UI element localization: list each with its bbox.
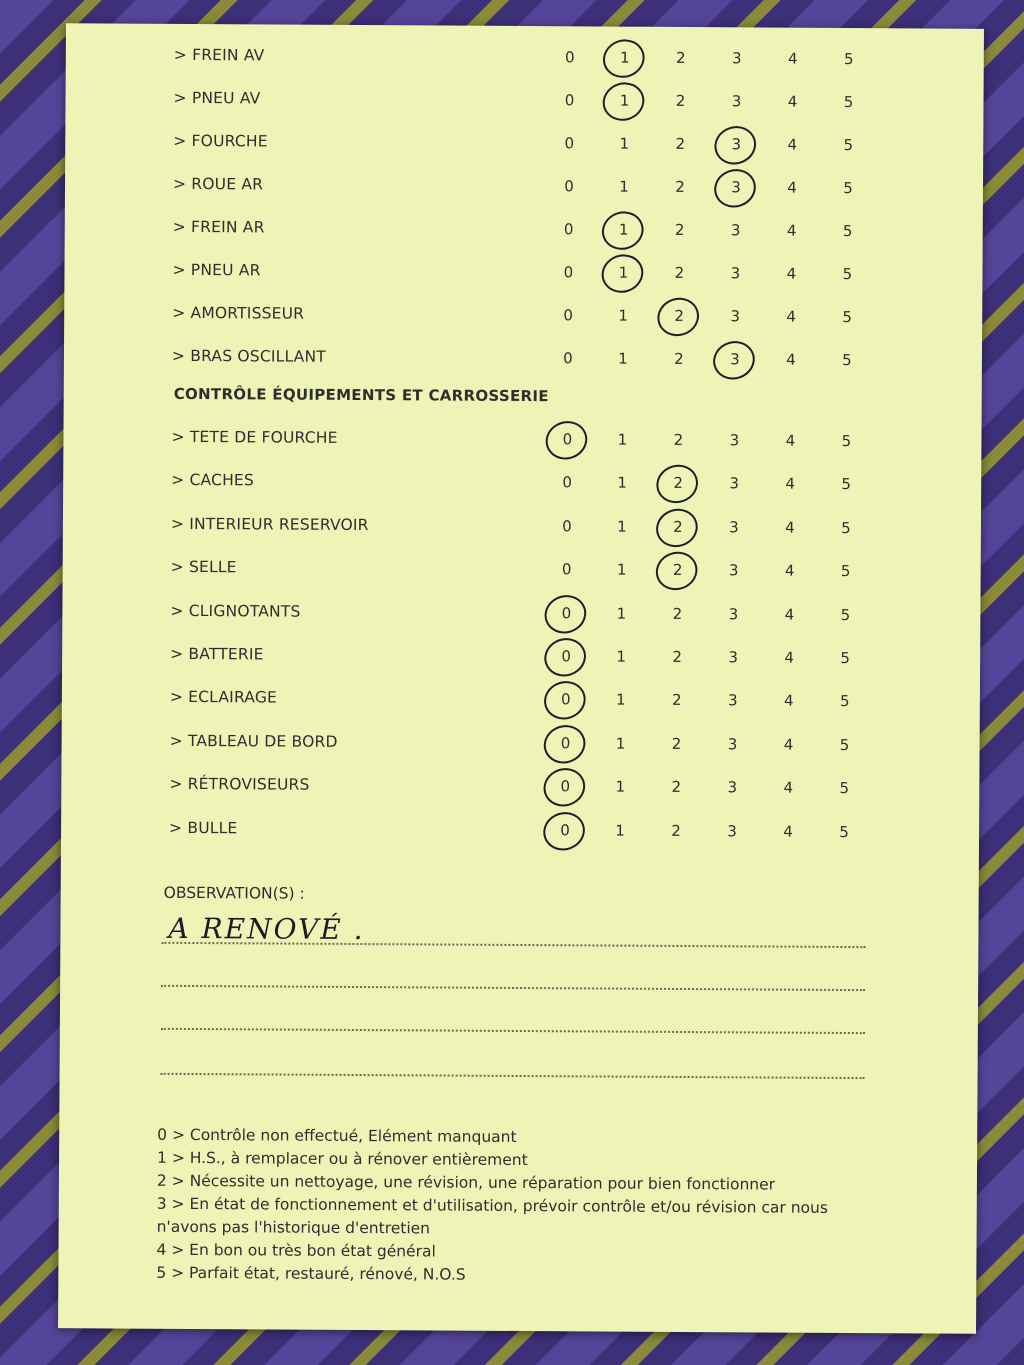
score-option[interactable]: 2 [671, 734, 682, 753]
rating-label: > RÉTROVISEURS [169, 775, 310, 794]
score-option[interactable]: 0 [562, 473, 573, 492]
score-option[interactable]: 5 [843, 92, 854, 112]
observation-label: OBSERVATION(S) : [163, 883, 305, 903]
score-option[interactable]: 5 [840, 605, 851, 624]
score-option[interactable]: 4 [783, 778, 794, 797]
score-option[interactable]: 2 [675, 177, 685, 196]
score-option[interactable]: 2 [675, 91, 686, 110]
rating-label: > TABLEAU DE BORD [169, 731, 338, 751]
score-circled[interactable]: 3 [724, 178, 748, 196]
inspection-sheet [58, 23, 984, 1334]
score-option[interactable]: 1 [618, 349, 628, 368]
score-option[interactable]: 2 [672, 604, 683, 623]
score-option[interactable]: 4 [786, 264, 797, 283]
score-option[interactable]: 1 [618, 306, 629, 325]
score-option[interactable]: 3 [729, 474, 740, 493]
score-option[interactable]: 3 [731, 49, 742, 68]
score-option[interactable]: 3 [731, 92, 742, 111]
score-option[interactable]: 4 [786, 350, 796, 369]
score-option[interactable]: 4 [787, 49, 798, 68]
score-option[interactable]: 5 [843, 49, 854, 69]
rating-row [64, 342, 982, 378]
score-option[interactable]: 4 [783, 822, 793, 841]
score-option[interactable]: 4 [786, 307, 797, 326]
rating-row [62, 684, 980, 720]
score-option[interactable]: 3 [729, 518, 739, 537]
rating-row [61, 770, 979, 806]
score-option[interactable]: 3 [730, 264, 741, 283]
score-option[interactable]: 4 [784, 561, 795, 580]
score-option[interactable]: 3 [727, 735, 738, 754]
rating-row [63, 467, 981, 503]
score-option[interactable]: 1 [616, 604, 627, 623]
score-option[interactable]: 4 [785, 475, 796, 494]
observation-line [161, 985, 865, 991]
score-option[interactable]: 1 [617, 517, 627, 536]
score-option[interactable]: 5 [842, 307, 853, 327]
score-option[interactable]: 2 [672, 691, 682, 710]
section-title: CONTRÔLE ÉQUIPEMENTS ET CARROSSERIE [173, 384, 549, 406]
score-circled[interactable]: 1 [613, 49, 637, 67]
score-circled[interactable]: 2 [666, 518, 690, 536]
score-option[interactable]: 4 [783, 735, 794, 754]
score-option[interactable]: 5 [843, 135, 854, 155]
score-option[interactable]: 5 [842, 350, 852, 370]
score-circled[interactable]: 2 [666, 474, 690, 492]
rating-label: > FREIN AV [173, 45, 265, 65]
score-option[interactable]: 4 [784, 648, 794, 667]
score-option[interactable]: 1 [617, 473, 628, 493]
score-option[interactable]: 3 [727, 778, 738, 797]
score-option[interactable]: 1 [619, 177, 629, 196]
score-option[interactable]: 0 [563, 263, 574, 282]
score-circled[interactable]: 0 [554, 691, 578, 709]
rating-row [64, 256, 982, 292]
score-option[interactable]: 2 [674, 349, 684, 368]
score-circled[interactable]: 1 [612, 221, 636, 239]
score-option[interactable]: 2 [671, 821, 681, 840]
score-circled[interactable]: 2 [666, 561, 690, 579]
rating-label: > BATTERIE [170, 644, 264, 664]
score-option[interactable]: 3 [727, 821, 737, 840]
rating-row [63, 423, 981, 459]
score-option[interactable]: 1 [615, 821, 625, 840]
score-option[interactable]: 4 [785, 518, 795, 537]
score-option[interactable]: 0 [564, 134, 575, 153]
score-option[interactable]: 5 [839, 822, 849, 841]
score-option[interactable]: 5 [841, 431, 852, 451]
score-option[interactable]: 0 [564, 177, 574, 196]
legend-item: 5 > Parfait état, restauré, rénové, N.O.S [156, 1263, 466, 1284]
rating-row [65, 213, 983, 249]
score-circled[interactable]: 0 [555, 430, 579, 448]
score-circled[interactable]: 3 [724, 135, 748, 153]
score-circled[interactable]: 0 [553, 821, 577, 839]
rating-row [65, 170, 983, 206]
rating-row [62, 640, 980, 676]
score-option[interactable]: 2 [672, 647, 682, 666]
score-option[interactable]: 5 [840, 692, 850, 711]
score-option[interactable]: 0 [563, 306, 574, 325]
score-option[interactable]: 2 [675, 134, 686, 153]
score-option[interactable]: 1 [616, 647, 626, 666]
rating-row [63, 510, 981, 546]
score-option[interactable]: 0 [563, 220, 574, 239]
legend-item: 3 > En état de fonctionnement et d'utilisation, prévoir contrôle et/ou révision car nous n'avons pas l'historique d'entretien [156, 1194, 828, 1238]
rating-row [63, 553, 981, 589]
rating-row [62, 727, 980, 763]
score-option[interactable]: 0 [563, 349, 573, 368]
legend-item: 0 > Contrôle non effectué, Elément manquant [157, 1125, 517, 1146]
observation-handwriting: A RENOVÉ . [168, 911, 365, 947]
score-option[interactable]: 4 [787, 135, 798, 154]
score-option[interactable]: 0 [561, 560, 572, 579]
score-option[interactable]: 5 [839, 735, 850, 754]
rating-row [65, 84, 983, 120]
score-option[interactable]: 3 [729, 431, 740, 450]
score-option[interactable]: 3 [728, 561, 739, 580]
score-option[interactable]: 2 [674, 263, 685, 282]
score-option[interactable]: 0 [564, 48, 575, 67]
score-option[interactable]: 1 [619, 134, 630, 153]
score-option[interactable]: 0 [562, 517, 572, 536]
score-option[interactable]: 3 [728, 691, 738, 710]
score-option[interactable]: 1 [616, 690, 626, 710]
rating-row [66, 41, 984, 77]
rating-label: > AMORTISSEUR [172, 303, 305, 323]
legend-item: 1 > H.S., à remplacer ou à rénover entièrement [157, 1148, 528, 1170]
score-option[interactable]: 4 [787, 178, 797, 197]
score-option[interactable]: 4 [786, 221, 797, 240]
score-circled[interactable]: 0 [554, 647, 578, 665]
score-option[interactable]: 5 [843, 178, 853, 198]
rating-label: > TETE DE FOURCHE [171, 427, 338, 447]
score-circled[interactable]: 1 [611, 264, 635, 282]
score-option[interactable]: 3 [730, 307, 741, 326]
rating-label: > ROUE AR [172, 174, 264, 194]
score-option[interactable]: 0 [564, 91, 575, 110]
rating-label: > FOURCHE [173, 131, 268, 151]
legend-item: 2 > Nécessite un nettoyage, une révision, une réparation pour bien fonctionner [156, 1171, 776, 1194]
score-option[interactable]: 1 [616, 560, 627, 579]
score-option[interactable]: 4 [784, 691, 794, 711]
score-option[interactable]: 5 [839, 779, 850, 798]
score-circled[interactable]: 1 [612, 92, 636, 110]
legend-item: 4 > En bon ou très bon état général [156, 1240, 436, 1261]
rating-label: > BULLE [169, 818, 238, 837]
rating-label: > CACHES [171, 471, 255, 490]
rating-label: > PNEU AR [172, 260, 261, 280]
rating-label: > FREIN AR [172, 217, 265, 237]
score-option[interactable]: 5 [841, 518, 851, 537]
score-option[interactable]: 5 [842, 264, 853, 284]
score-option[interactable]: 3 [728, 604, 739, 623]
score-option[interactable]: 4 [785, 431, 796, 450]
score-circled[interactable]: 2 [667, 307, 691, 325]
score-circled[interactable]: 0 [554, 734, 578, 752]
score-option[interactable]: 5 [842, 221, 853, 241]
score-option[interactable]: 3 [730, 221, 741, 240]
rating-label: > PNEU AV [173, 88, 261, 108]
observation-line [161, 1028, 865, 1034]
observation-line [161, 1073, 865, 1079]
rating-row [62, 597, 980, 633]
rating-label: > CLIGNOTANTS [170, 601, 301, 621]
rating-row [65, 127, 983, 163]
rating-label: > INTERIEUR RESERVOIR [170, 514, 369, 534]
score-option[interactable]: 3 [728, 648, 738, 667]
score-circled[interactable]: 0 [553, 777, 577, 795]
score-option[interactable]: 2 [671, 778, 682, 797]
score-option[interactable]: 1 [615, 734, 626, 753]
score-option[interactable]: 2 [673, 430, 684, 449]
rating-label: > ECLAIRAGE [169, 688, 278, 707]
score-circled[interactable]: 3 [723, 350, 747, 368]
score-option[interactable]: 5 [840, 648, 850, 668]
score-option[interactable]: 4 [784, 605, 795, 624]
score-option[interactable]: 5 [841, 475, 852, 494]
score-circled[interactable]: 0 [554, 604, 578, 622]
score-option[interactable]: 2 [675, 48, 686, 67]
score-option[interactable]: 2 [674, 220, 685, 239]
score-option[interactable]: 1 [615, 777, 626, 796]
rating-label: > SELLE [170, 558, 237, 577]
score-option[interactable]: 5 [840, 562, 851, 581]
rating-row [64, 299, 982, 335]
score-option[interactable]: 4 [787, 92, 798, 111]
rating-row [61, 814, 979, 850]
rating-label: > BRAS OSCILLANT [171, 346, 327, 366]
score-option[interactable]: 1 [617, 430, 628, 449]
legend [156, 1124, 877, 1289]
